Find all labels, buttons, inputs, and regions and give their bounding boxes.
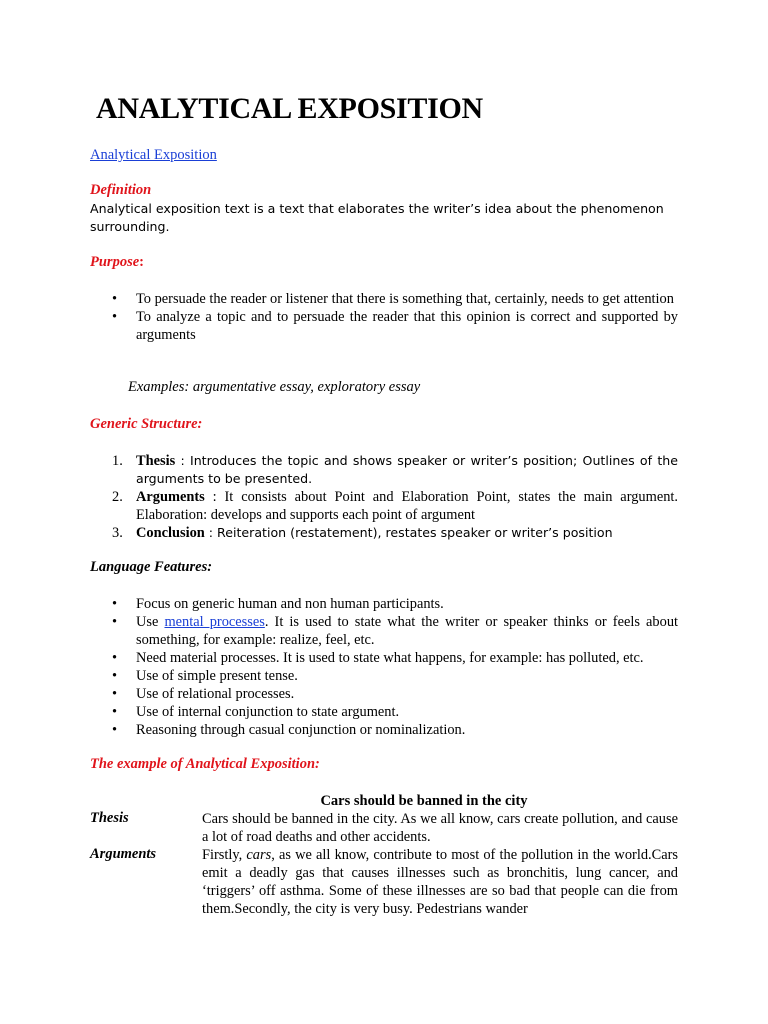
- structure-term: Conclusion: [136, 525, 205, 541]
- list-item: • Use of simple present tense.: [112, 668, 298, 684]
- language-features-list: [0, 595, 768, 739]
- example-heading: The example of Analytical Exposition:: [90, 756, 320, 772]
- list-item: • To persuade the reader or listener that there is something that, certainly, needs to get attention: [112, 291, 674, 307]
- bullet-icon: •: [112, 722, 118, 738]
- structure-term: Thesis: [136, 453, 176, 469]
- bullet-icon: •: [112, 614, 118, 630]
- structure-term: Arguments: [136, 489, 205, 505]
- list-item: • Reasoning through casual conjunction or nominalization.: [112, 722, 466, 738]
- arguments-label: Arguments: [90, 846, 157, 862]
- examples-line: Examples: argumentative essay, exploratory essay: [128, 379, 421, 395]
- bullet-icon: •: [112, 668, 118, 684]
- thesis-text: Cars should be banned in the city. As we all know, cars create pollution, and cause a lot of road deaths and other accidents.: [202, 811, 678, 845]
- definition-text: Analytical exposition text is a text that elaborates the writer’s idea about the phenomenon surrounding.: [90, 201, 664, 234]
- mental-processes-link[interactable]: mental processes: [164, 614, 265, 630]
- example-title: Cars should be banned in the city: [320, 793, 528, 809]
- bullet-icon: •: [112, 309, 118, 325]
- list-item: • Need material processes. It is used to state what happens, for example: has polluted, etc.: [112, 650, 644, 666]
- analytical-exposition-link[interactable]: Analytical Exposition: [90, 147, 217, 163]
- bullet-icon: •: [112, 704, 118, 720]
- purpose-list: [0, 290, 768, 344]
- list-item: 1. Thesis : Introduces the topic and shows speaker or writer’s position; Outlines of the arguments to be presented.: [112, 453, 678, 486]
- list-item: • Use mental processes. It is used to state what the writer or speaker thinks or feels about something, for example: realize, feel, etc.: [112, 614, 679, 648]
- list-item: • To analyze a topic and to persuade the reader that this opinion is correct and supported by arguments: [112, 309, 678, 343]
- arguments-text: Firstly, cars, as we all know, contribute to most of the pollution in the world.Cars emit a deadly gas that causes illnesses such as bronchitis, lung cancer, and ‘triggers’ off asthma. Some of these illnesses are so bad that people can die from them.Secondly, the city is very busy. Pedestrians wander: [202, 847, 678, 917]
- generic-structure-list: [0, 452, 768, 542]
- bullet-icon: •: [112, 596, 118, 612]
- definition-heading: Definition: [90, 182, 152, 198]
- bullet-icon: •: [112, 650, 118, 666]
- purpose-heading: Purpose:: [90, 254, 144, 270]
- list-item: 2. Arguments : It consists about Point and Elaboration Point, states the main argument. Elaboration: develops and supports each point of argument: [112, 489, 678, 523]
- bullet-icon: •: [112, 291, 118, 307]
- generic-structure-heading: Generic Structure:: [90, 416, 203, 432]
- thesis-label: Thesis: [90, 810, 129, 826]
- list-item: • Use of internal conjunction to state argument.: [112, 704, 400, 720]
- list-item: 3. Conclusion : Reiteration (restatement), restates speaker or writer’s position: [112, 525, 613, 541]
- bullet-icon: •: [112, 686, 118, 702]
- list-item: • Use of relational processes.: [112, 686, 295, 702]
- language-features-heading: Language Features:: [90, 559, 213, 575]
- page-title: ANALYTICAL EXPOSITION: [96, 92, 483, 125]
- list-item: • Focus on generic human and non human participants.: [112, 596, 444, 612]
